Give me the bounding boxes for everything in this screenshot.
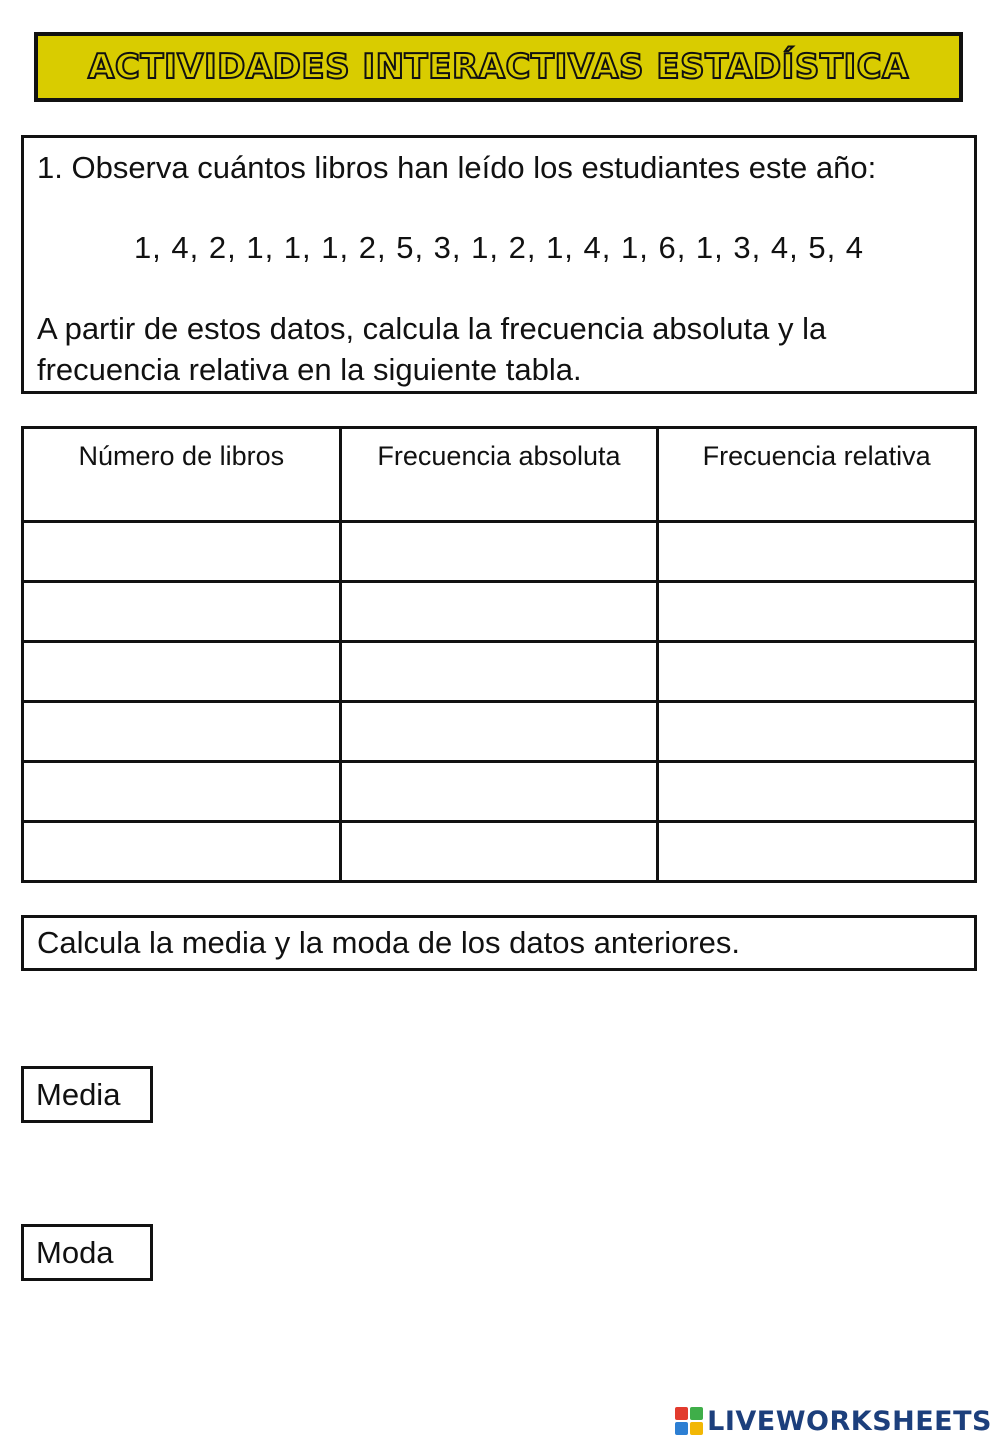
question-instruction: A partir de estos datos, calcula la frecuencia absoluta y la frecuencia relativa en la siguiente tabla. xyxy=(37,311,827,387)
question-box xyxy=(21,135,977,394)
answer-field[interactable] xyxy=(342,583,657,640)
brand-footer xyxy=(675,1404,992,1438)
moda-label: Moda xyxy=(36,1234,114,1270)
header-number-of-books: Número de libros xyxy=(23,428,341,522)
answer-field[interactable] xyxy=(659,763,974,820)
table-cell[interactable] xyxy=(23,642,341,702)
media-label: Media xyxy=(36,1076,121,1112)
answer-field[interactable] xyxy=(342,823,657,880)
answer-field[interactable] xyxy=(659,643,974,700)
data-values: 1, 4, 2, 1, 1, 1, 2, 5, 3, 1, 2, 1, 4, 1, 6, 1, 3, 4, 5, 4 xyxy=(133,230,865,265)
table-header-row xyxy=(23,428,976,522)
table-row xyxy=(23,642,976,702)
table-cell[interactable] xyxy=(23,522,341,582)
liveworksheets-logo-icon xyxy=(675,1407,703,1435)
answer-field[interactable] xyxy=(24,583,339,640)
table-cell[interactable] xyxy=(23,822,341,882)
answer-field[interactable] xyxy=(342,703,657,760)
answer-field[interactable] xyxy=(342,643,657,700)
moda-answer-field[interactable] xyxy=(170,1224,470,1281)
question-prompt: 1. Observa cuántos libros han leído los estudiantes este año: xyxy=(37,150,877,185)
answer-field[interactable] xyxy=(24,763,339,820)
answer-field[interactable] xyxy=(659,583,974,640)
table-row xyxy=(23,822,976,882)
table-cell[interactable] xyxy=(23,582,341,642)
header-relative-frequency: Frecuencia relativa xyxy=(658,428,976,522)
media-label-box xyxy=(21,1066,153,1123)
answer-field[interactable] xyxy=(24,523,339,580)
title-banner xyxy=(34,32,963,102)
table-cell[interactable] xyxy=(340,642,658,702)
table-row xyxy=(23,522,976,582)
table-cell[interactable] xyxy=(340,582,658,642)
table-cell[interactable] xyxy=(658,762,976,822)
calc-instruction: Calcula la media y la moda de los datos anteriores. xyxy=(37,925,741,960)
table-row xyxy=(23,702,976,762)
answer-field[interactable] xyxy=(659,703,974,760)
table-cell[interactable] xyxy=(340,822,658,882)
answer-field[interactable] xyxy=(659,523,974,580)
media-answer-field[interactable] xyxy=(170,1066,470,1123)
answer-field[interactable] xyxy=(24,823,339,880)
answer-field[interactable] xyxy=(24,703,339,760)
table-cell[interactable] xyxy=(658,642,976,702)
table-cell[interactable] xyxy=(23,702,341,762)
brand-name: LIVEWORKSHEETS xyxy=(707,1405,992,1437)
table-cell[interactable] xyxy=(340,522,658,582)
moda-label-box xyxy=(21,1224,153,1281)
table-cell[interactable] xyxy=(340,702,658,762)
answer-field[interactable] xyxy=(342,523,657,580)
frequency-table xyxy=(21,426,977,883)
table-row xyxy=(23,762,976,822)
table-cell[interactable] xyxy=(658,582,976,642)
table-row xyxy=(23,582,976,642)
answer-field[interactable] xyxy=(342,763,657,820)
table-cell[interactable] xyxy=(340,762,658,822)
answer-field[interactable] xyxy=(24,643,339,700)
answer-field[interactable] xyxy=(659,823,974,880)
page-title: ACTIVIDADES INTERACTIVAS ESTADÍSTICA xyxy=(88,47,909,87)
table-cell[interactable] xyxy=(658,702,976,762)
table-cell[interactable] xyxy=(658,522,976,582)
header-absolute-frequency: Frecuencia absoluta xyxy=(340,428,658,522)
calc-instruction-box xyxy=(21,915,977,971)
table-cell[interactable] xyxy=(23,762,341,822)
table-cell[interactable] xyxy=(658,822,976,882)
